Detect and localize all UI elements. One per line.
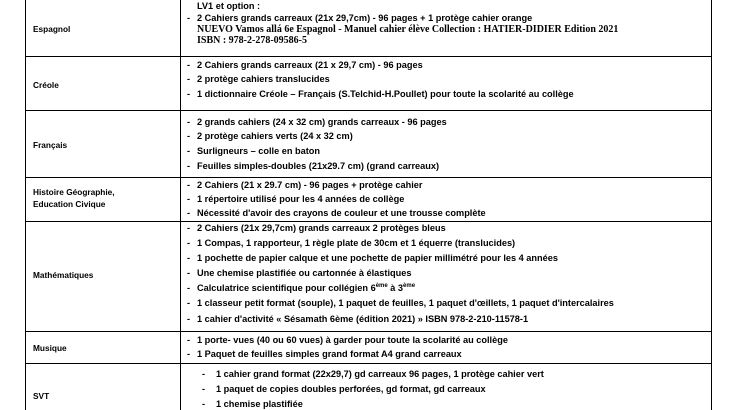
maths-calc-sup2: ème — [403, 282, 416, 289]
dash: - — [187, 146, 191, 156]
histoire-item-2: 1 répertoire utilisé pour les 4 années de collège — [197, 194, 405, 204]
francais-item-4: Feuilles simples-doubles (21x29.7 cm) (grand carreaux) — [197, 161, 440, 171]
dash: - — [187, 238, 191, 248]
dash: - — [187, 13, 191, 23]
svt-item-3: 1 chemise plastifiée — [216, 399, 303, 409]
row-musique — [25, 332, 712, 364]
subject-francais: Français — [33, 140, 68, 150]
dash: - — [202, 399, 206, 409]
row-svt — [25, 364, 712, 410]
espagnol-isbn: ISBN : 978-2-278-09586-5 — [197, 35, 307, 46]
maths-calc-mid: à 3 — [387, 283, 404, 293]
row-francais — [25, 111, 712, 178]
dash: - — [187, 194, 191, 204]
dash: - — [202, 369, 206, 379]
dash: - — [187, 335, 191, 345]
subject-histoire-line2: Education Civique — [33, 199, 106, 209]
dash: - — [187, 89, 191, 99]
francais-item-2: 2 protège cahiers verts (24 x 32 cm) — [197, 131, 353, 141]
espagnol-intro: LV1 et option : — [197, 1, 261, 11]
histoire-item-3: Nécessité d'avoir des crayons de couleur et une trousse complète — [197, 208, 486, 218]
subject-espagnol: Espagnol — [33, 24, 71, 34]
maths-item-5: 1 classeur petit format (souple), 1 paquet de feuilles, 1 paquet d'œillets, 1 paquet d'intercalaires — [197, 298, 614, 308]
subject-creole: Créole — [33, 80, 59, 90]
creole-item-3: 1 dictionnaire Créole – Français (S.Telchid-H.Poullet) pour toute la scolarité au collège — [197, 89, 574, 99]
dash: - — [187, 208, 191, 218]
espagnol-book-title: NUEVO Vamos allá 6e Espagnol - Manuel cahier élève Collection : HATIER-DIDIER Edition 2021 — [197, 24, 619, 35]
histoire-item-1: 2 Cahiers (21 x 29.7 cm) - 96 pages + protège cahier — [197, 180, 423, 190]
subject-mathematiques: Mathématiques — [33, 270, 94, 280]
dash: - — [187, 60, 191, 70]
dash: - — [187, 253, 191, 263]
dash: - — [187, 74, 191, 84]
maths-item-6: 1 cahier d'activité « Sésamath 6ème (édition 2021) » ISBN 978-2-210-11578-1 — [197, 314, 529, 324]
supply-list-table — [25, 0, 712, 410]
maths-calc-sup1: ème — [375, 282, 388, 289]
francais-item-1: 2 grands cahiers (24 x 32 cm) grands carreaux - 96 pages — [197, 117, 447, 127]
dash: - — [187, 298, 191, 308]
creole-item-2: 2 protège cahiers translucides — [197, 74, 330, 84]
subject-musique: Musique — [33, 343, 67, 353]
row-creole — [25, 57, 712, 111]
espagnol-item-1: 2 Cahiers grands carreaux (21x 29,7cm) - 96 pages + 1 protège cahier orange — [197, 13, 533, 23]
dash: - — [187, 161, 191, 171]
dash: - — [187, 268, 191, 278]
dash: - — [187, 223, 191, 233]
maths-item-3: 1 pochette de papier calque et une pochette de papier millimétré pour les 4 années — [197, 253, 558, 263]
musique-item-1: 1 porte- vues (40 ou 60 vues) à garder pour toute la scolarité au collège — [197, 335, 508, 345]
svt-item-2: 1 paquet de copies doubles perforées, gd format, gd carreaux — [216, 384, 486, 394]
svt-item-1: 1 cahier grand format (22x29,7) gd carreaux 96 pages, 1 protège cahier vert — [216, 369, 544, 379]
musique-item-2: 1 Paquet de feuilles simples grand format A4 grand carreaux — [197, 349, 462, 359]
dash: - — [187, 349, 191, 359]
dash: - — [187, 117, 191, 127]
dash: - — [202, 384, 206, 394]
maths-item-4: Une chemise plastifiée ou cartonnée à élastiques — [197, 268, 412, 278]
maths-item-2: 1 Compas, 1 rapporteur, 1 règle plate de 30cm et 1 équerre (translucides) — [197, 238, 516, 248]
subject-svt: SVT — [33, 391, 50, 401]
row-mathematiques — [25, 222, 712, 332]
maths-calc-text: Calculatrice scientifique pour collégien 6 — [197, 283, 376, 293]
maths-calculator — [197, 283, 415, 294]
dash: - — [187, 314, 191, 324]
francais-item-3: Surligneurs – colle en baton — [197, 146, 321, 156]
dash: - — [187, 180, 191, 190]
dash: - — [187, 131, 191, 141]
subject-histoire-line1: Histoire Géographie, — [33, 187, 115, 197]
row-espagnol — [25, 0, 712, 57]
dash: - — [187, 283, 191, 293]
row-histoire — [25, 178, 712, 222]
maths-item-1: 2 Cahiers (21x 29,7cm) grands carreaux 2 protèges bleus — [197, 223, 446, 233]
creole-item-1: 2 Cahiers grands carreaux (21 x 29,7 cm) - 96 pages — [197, 60, 423, 70]
